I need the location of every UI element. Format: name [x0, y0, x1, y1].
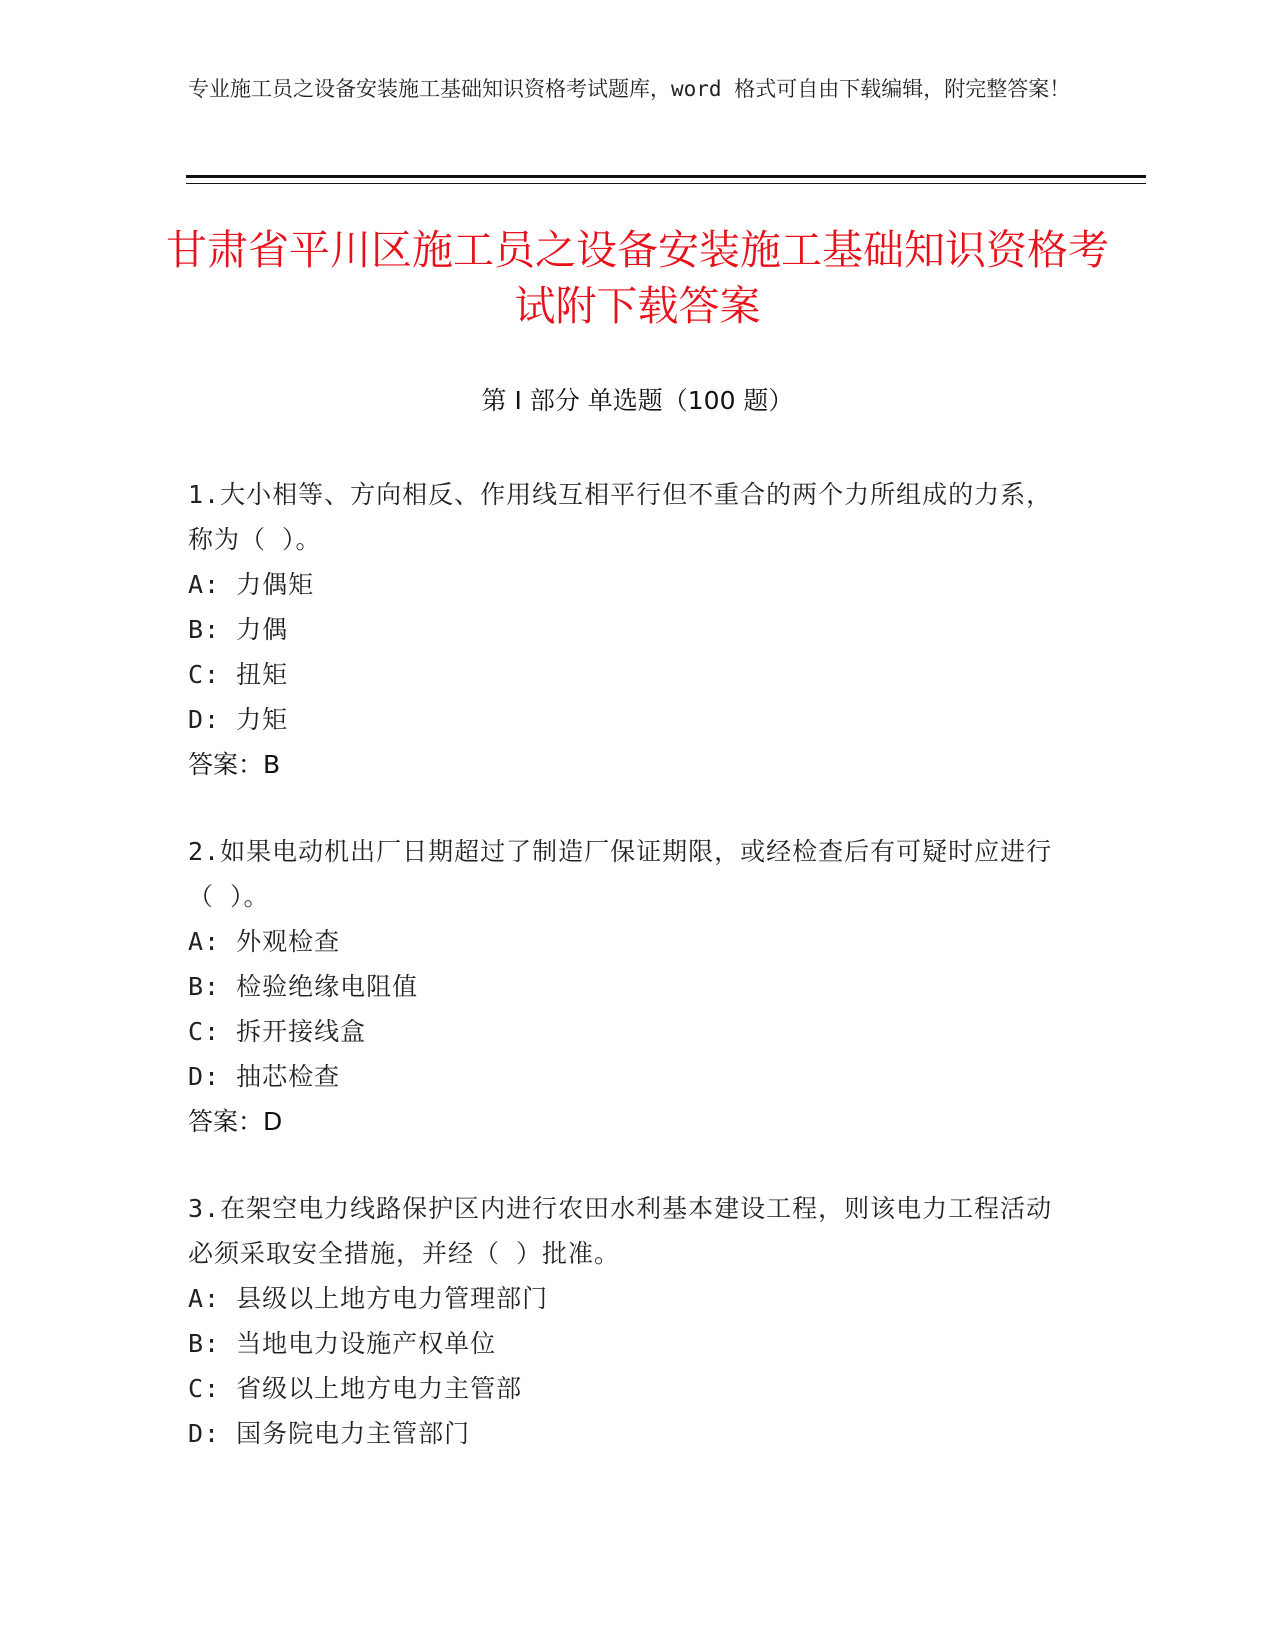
- question-stem: 2.如果电动机出厂日期超过了制造厂保证期限，或经检查后有可疑时应进行（ ）。: [188, 837, 1053, 911]
- option-a: [188, 919, 1068, 964]
- question-2: [188, 829, 1068, 1144]
- question-1: [188, 472, 1068, 787]
- option-c: [188, 1366, 1068, 1411]
- option-d: [188, 1411, 1068, 1456]
- option-label: A:: [188, 1284, 221, 1313]
- option-b: [188, 1321, 1068, 1366]
- answer-line: 答案：D: [188, 1107, 283, 1136]
- option-label: A:: [188, 927, 221, 956]
- option-d: [188, 1054, 1068, 1099]
- option-b: [188, 607, 1068, 652]
- option-label: D:: [188, 1062, 221, 1091]
- option-d: [188, 697, 1068, 742]
- header-note: 专业施工员之设备安装施工基础知识资格考试题库，word 格式可自由下载编辑，附完整答案！: [188, 77, 1071, 101]
- question-3: [188, 1186, 1068, 1456]
- option-label: D:: [188, 705, 221, 734]
- question-stem: 1.大小相等、方向相反、作用线互相平行但不重合的两个力所组成的力系，称为（ ）。: [188, 480, 1053, 554]
- option-text: 县级以上地方电力管理部门: [236, 1284, 549, 1313]
- section-heading: 第 I 部分 单选题（100 题）: [481, 386, 794, 415]
- option-label: B:: [188, 1329, 221, 1358]
- question-stem: 3.在架空电力线路保护区内进行农田水利基本建设工程，则该电力工程活动必须采取安全措施，并经（ ）批准。: [188, 1194, 1053, 1268]
- option-text: 力偶: [236, 615, 289, 644]
- option-label: C:: [188, 1374, 221, 1403]
- option-text: 检验绝缘电阻值: [236, 972, 419, 1001]
- header-rule-thin: [186, 183, 1146, 184]
- answer-line: 答案：B: [188, 750, 281, 779]
- option-label: B:: [188, 615, 221, 644]
- option-text: 扭矩: [236, 660, 289, 689]
- option-b: [188, 964, 1068, 1009]
- option-text: 国务院电力主管部门: [236, 1419, 471, 1448]
- option-text: 力矩: [236, 705, 289, 734]
- option-text: 外观检查: [236, 927, 341, 956]
- option-label: D:: [188, 1419, 221, 1448]
- option-label: B:: [188, 972, 221, 1001]
- option-text: 拆开接线盒: [236, 1017, 367, 1046]
- option-label: A:: [188, 570, 221, 599]
- option-label: C:: [188, 660, 221, 689]
- question-list: [188, 472, 1068, 1498]
- option-c: [188, 1009, 1068, 1054]
- option-a: [188, 562, 1068, 607]
- option-text: 当地电力设施产权单位: [236, 1329, 497, 1358]
- header-rule-thick: [186, 175, 1146, 178]
- document-title: 甘肃省平川区施工员之设备安装施工基础知识资格考试附下载答案: [166, 226, 1109, 330]
- option-label: C:: [188, 1017, 221, 1046]
- option-text: 省级以上地方电力主管部: [236, 1374, 523, 1403]
- option-c: [188, 652, 1068, 697]
- option-text: 抽芯检查: [236, 1062, 341, 1091]
- option-text: 力偶矩: [236, 570, 315, 599]
- option-a: [188, 1276, 1068, 1321]
